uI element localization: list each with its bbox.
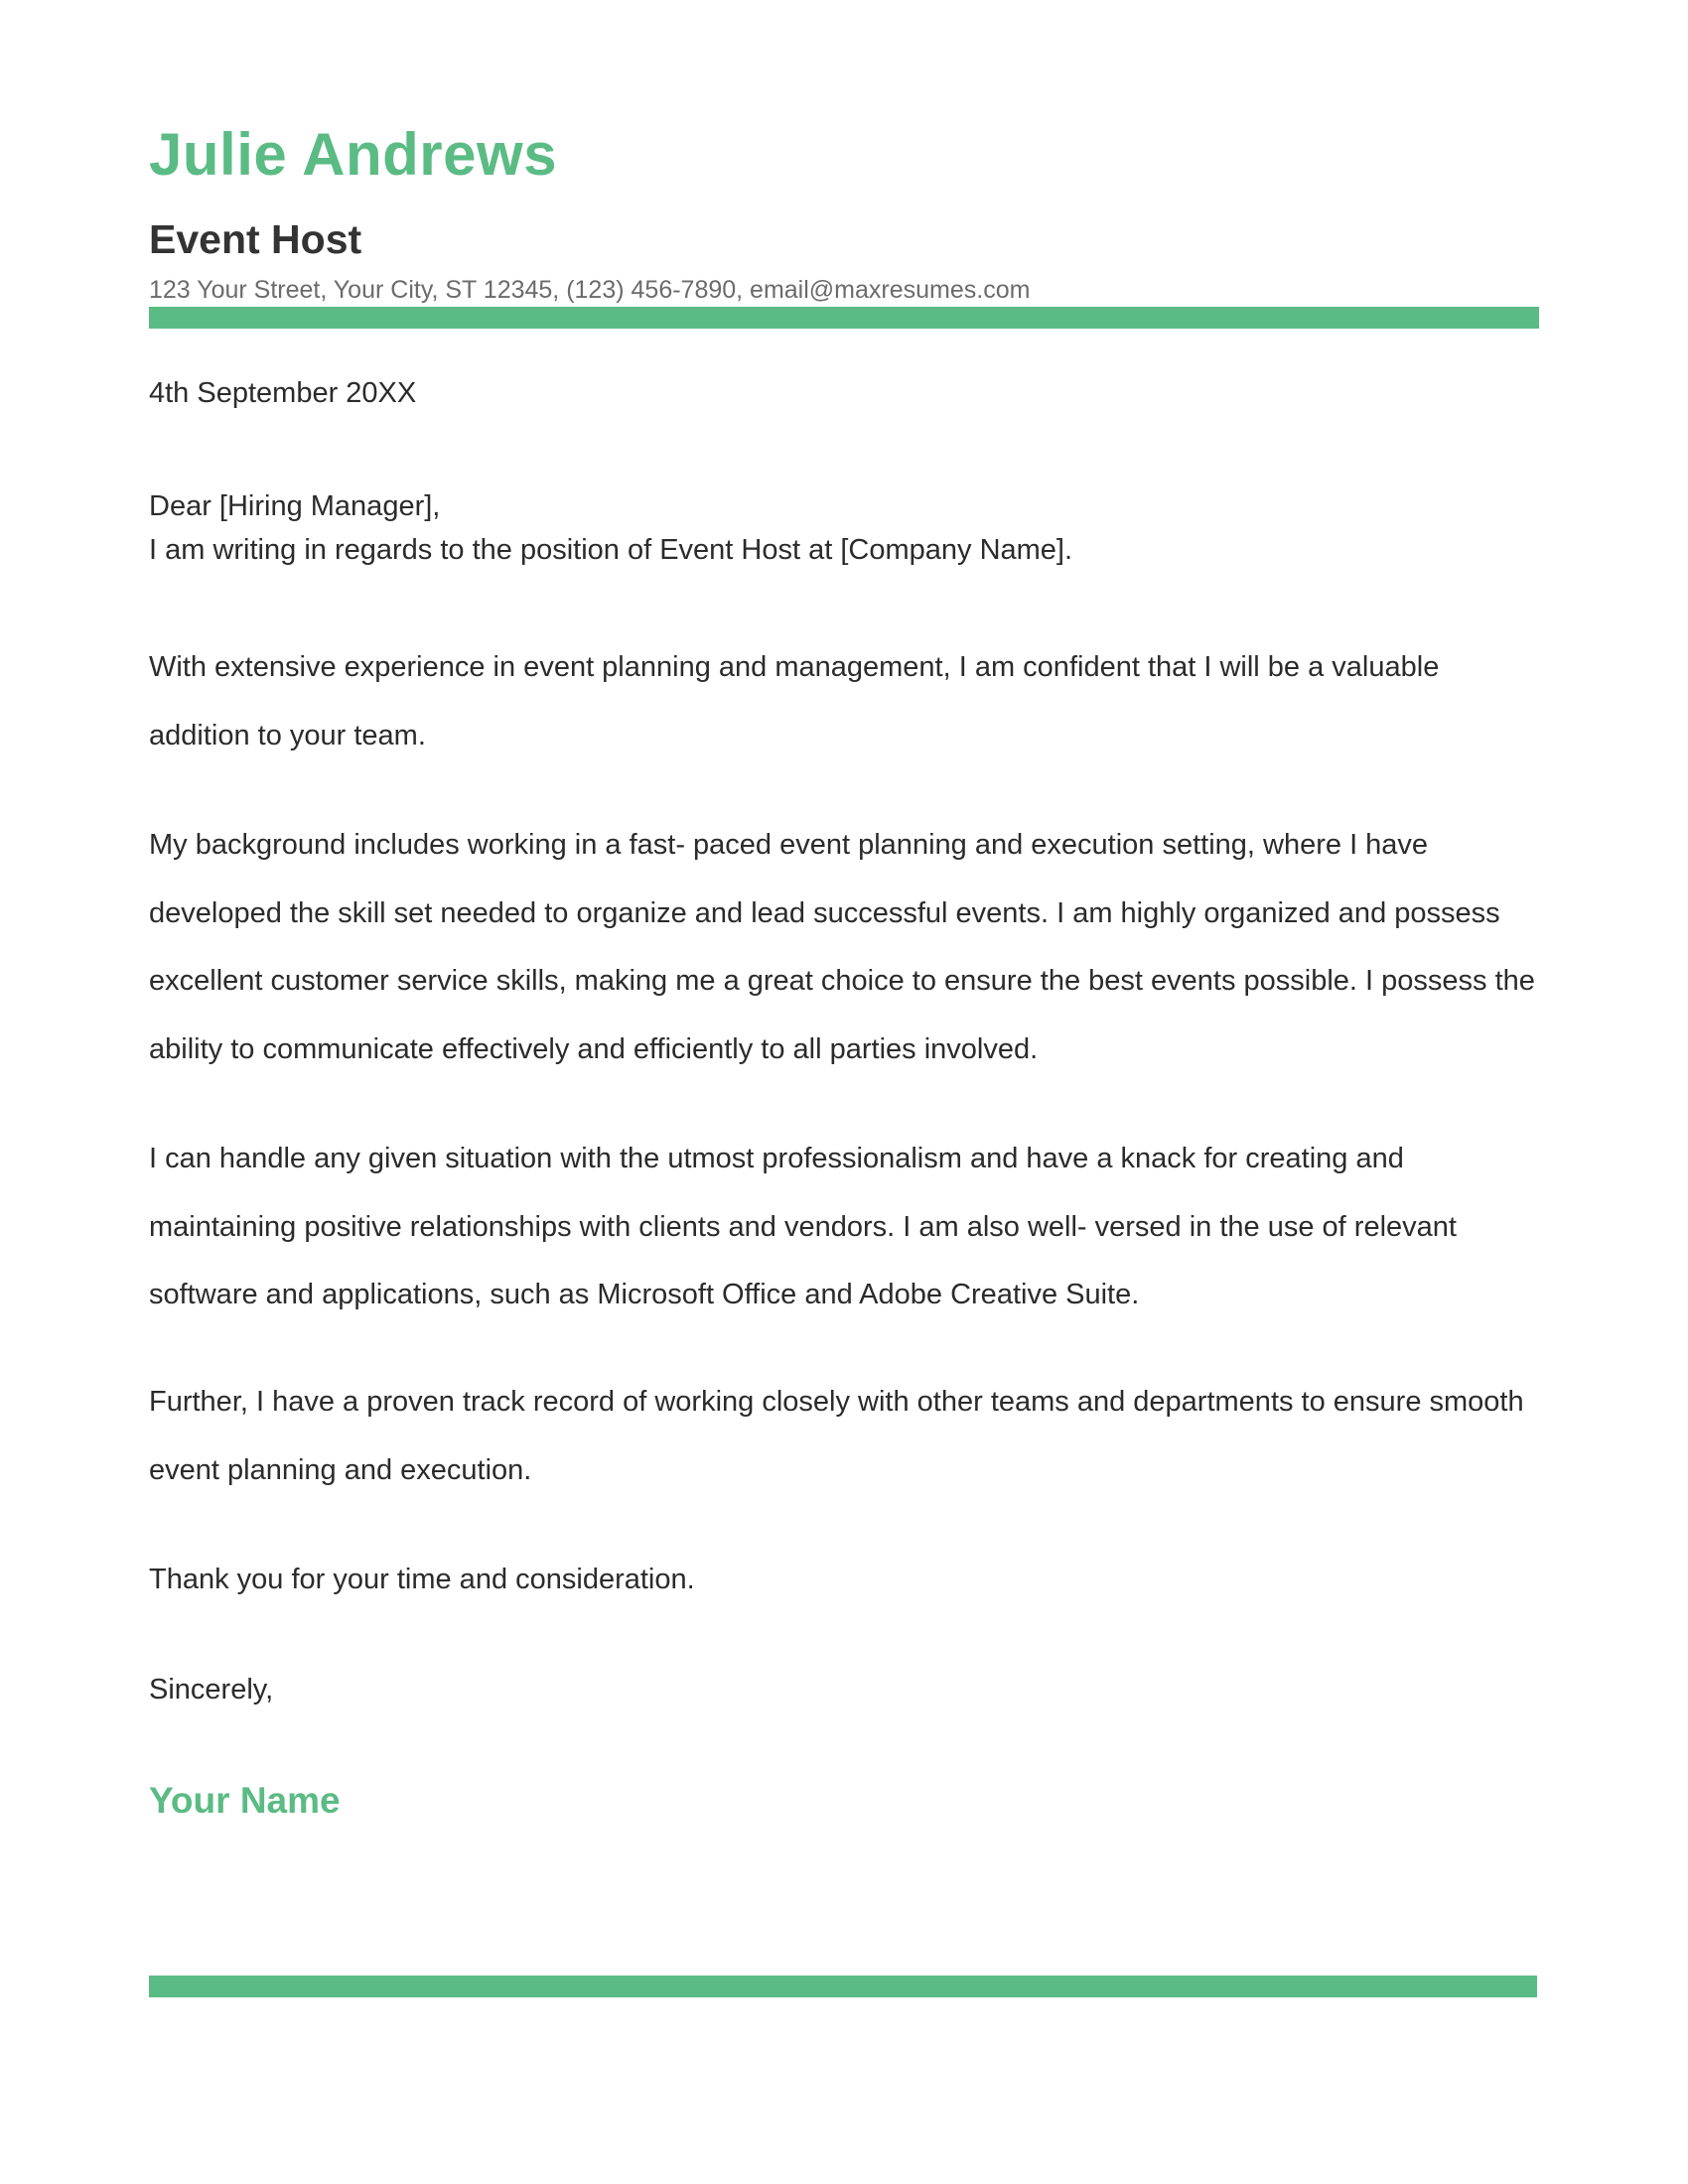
letter-greeting: Dear [Hiring Manager], <box>149 490 441 522</box>
letter-closing: Sincerely, <box>149 1674 274 1706</box>
footer-divider <box>149 1976 1537 1997</box>
signature-name: Your Name <box>149 1780 341 1821</box>
contact-info: 123 Your Street, Your City, ST 12345, (123) 456-7890, email@maxresumes.com <box>149 276 1031 304</box>
letter-date: 4th September 20XX <box>149 377 417 409</box>
letter-intro: I am writing in regards to the position of Event Host at [Company Name]. <box>149 534 1073 566</box>
letter-paragraph: I can handle any given situation with the utmost professionalism and have a knack for creating and maintaining positive relationships with clients and vendors. I am also well- versed in the use of relevant software and applications, such as Microsoft Office and Adobe Creative Suite. <box>149 1143 1457 1310</box>
letter-paragraph: Further, I have a proven track record of working closely with other teams and departments to ensure smooth event planning and execution. <box>149 1386 1524 1486</box>
job-title: Event Host <box>149 216 362 262</box>
letter-thanks: Thank you for your time and consideration. <box>149 1564 695 1595</box>
letter-paragraph: With extensive experience in event planning and management, I am confident that I will be a valuable addition to your team. <box>149 651 1440 751</box>
letter-paragraph: My background includes working in a fast- paced event planning and execution setting, where I have developed the skill set needed to organize and lead successful events. I am highly organized and possess excellent customer service skills, making me a great choice to ensure the best events possible. I possess the ability to communicate effectively and efficiently to all parties involved. <box>149 829 1535 1065</box>
applicant-name: Julie Andrews <box>149 121 558 188</box>
header-divider <box>149 307 1539 329</box>
